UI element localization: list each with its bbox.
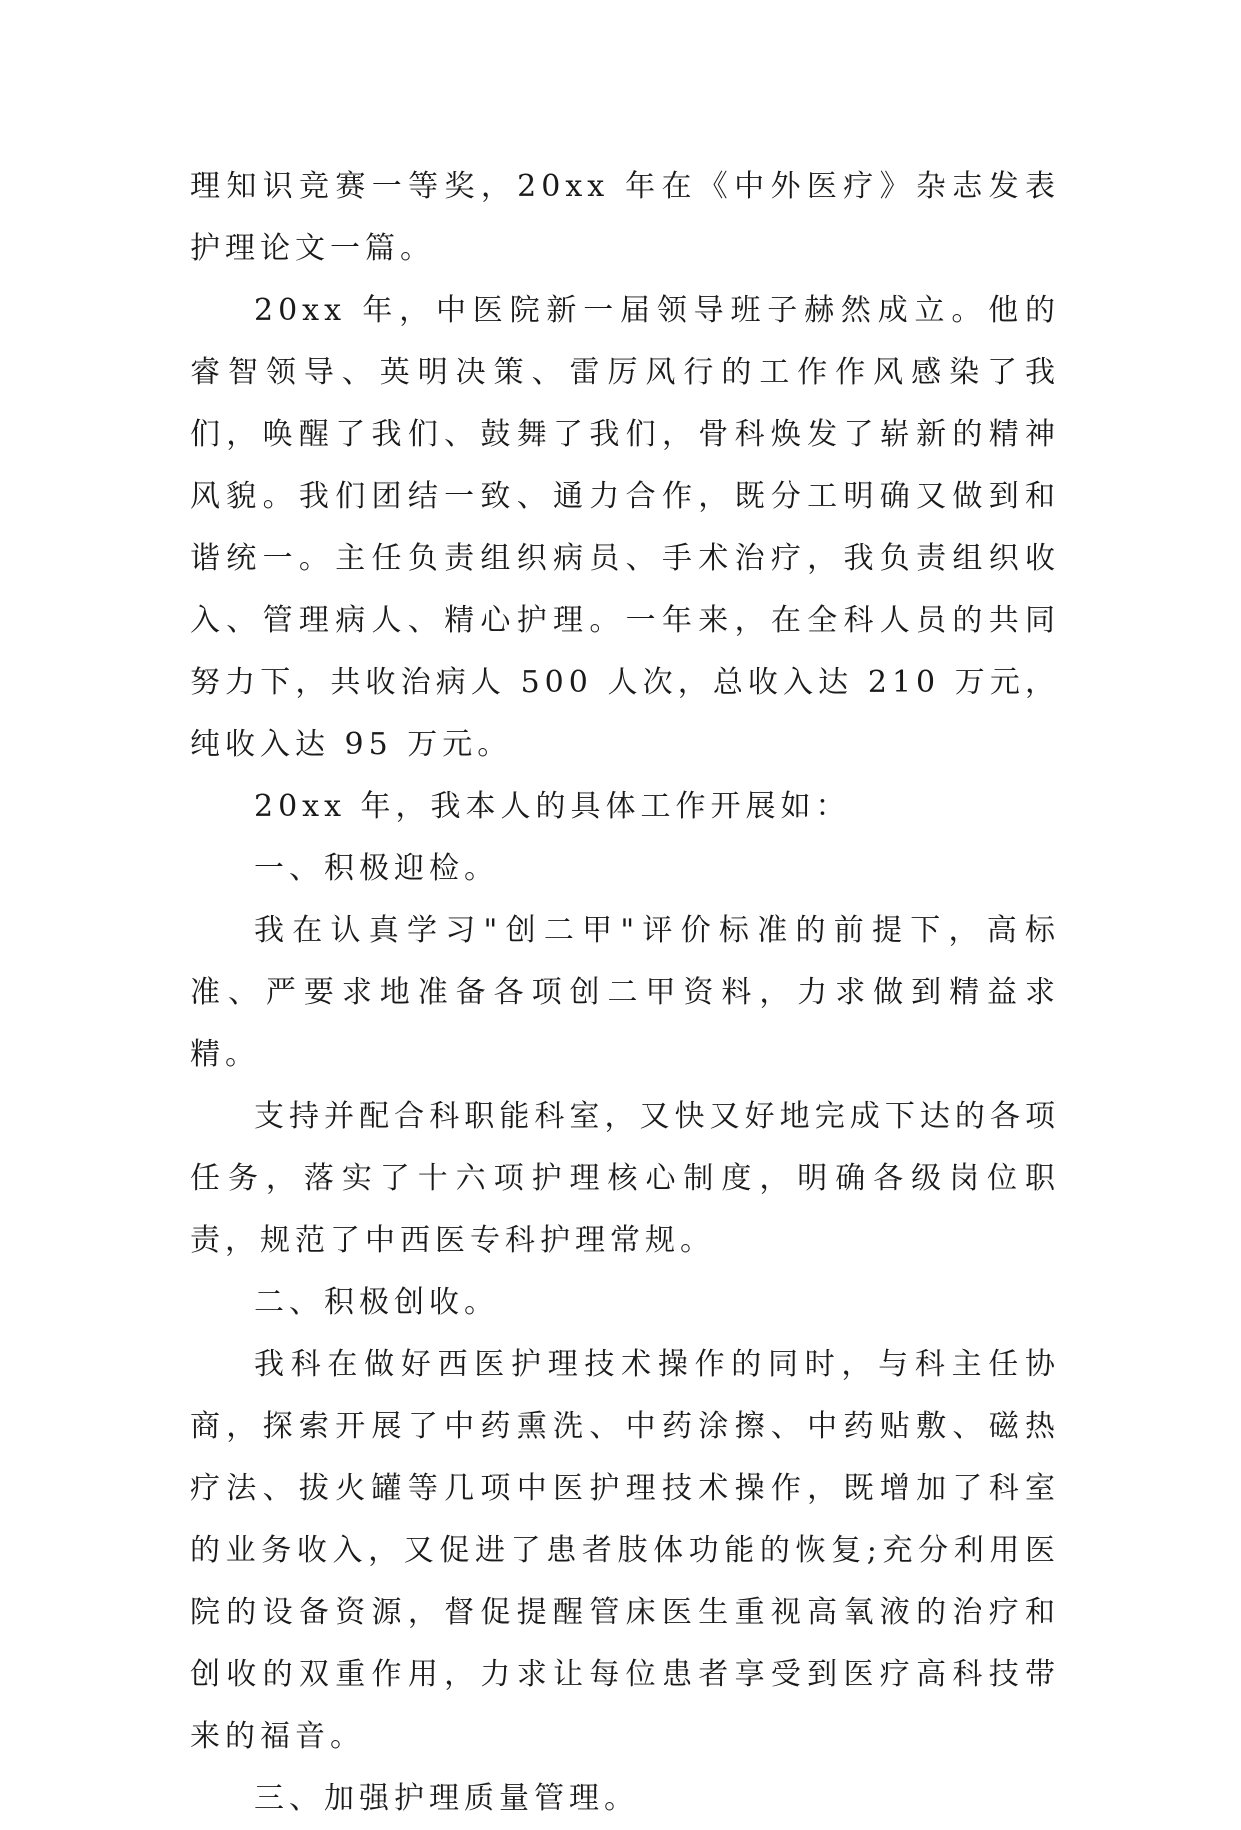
section-heading-quality: 三、加强护理质量管理。: [254, 1781, 639, 1816]
paragraph-standards: 我在认真学习"创二甲"评价标准的前提下，高标准、严要求地准备各项创二甲资料，力求做到精益求精。: [190, 913, 1060, 1072]
paragraph-tcm-nursing: 我科在做好西医护理技术操作的同时，与科主任协商，探索开展了中药熏洗、中药涂擦、中药贴敷、磁热疗法、拔火罐等几项中医护理技术操作，既增加了科室的业务收入，又促进了患者肢体功能的恢复;充分利用医院的设备资源，督促提醒管床医生重视高氧液的治疗和创收的双重作用，力求让每位患者享受到医疗高科技带来的福音。: [190, 1347, 1060, 1754]
document-body: [190, 156, 1060, 1830]
paragraph-award-continuation: 理知识竞赛一等奖，20xx 年在《中外医疗》杂志发表护理论文一篇。: [190, 169, 1060, 266]
paragraph-work-intro: 20xx 年，我本人的具体工作开展如：: [254, 789, 851, 824]
section-heading-revenue: 二、积极创收。: [254, 1285, 499, 1320]
paragraph-leadership: 20xx 年，中医院新一届领导班子赫然成立。他的睿智领导、英明决策、雷厉风行的工作作风感染了我们，唤醒了我们、鼓舞了我们，骨科焕发了崭新的精神风貌。我们团结一致、通力合作，既分工明确又做到和谐统一。主任负责组织病员、手术治疗，我负责组织收入、管理病人、精心护理。一年来，在全科人员的共同努力下，共收治病人 500 人次，总收入达 210 万元，纯收入达 95 万元。: [190, 293, 1060, 762]
section-heading-inspection: 一、积极迎检。: [254, 851, 499, 886]
paragraph-cooperation: 支持并配合科职能科室，又快又好地完成下达的各项任务，落实了十六项护理核心制度，明确各级岗位职责，规范了中西医专科护理常规。: [190, 1099, 1060, 1258]
